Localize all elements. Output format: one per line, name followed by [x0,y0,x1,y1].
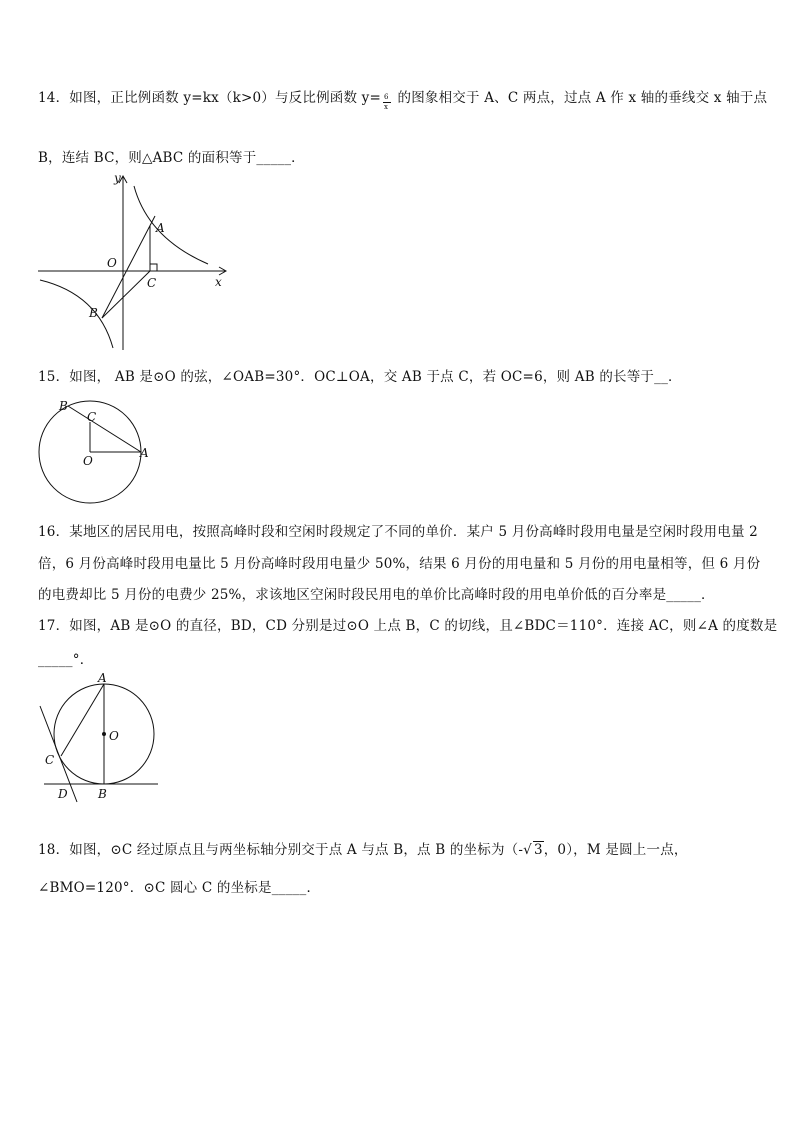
q14-label-y: y [114,171,121,185]
q17-label-D: D [58,787,68,801]
q15-label-A: A [140,446,149,460]
q14-line2: B，连结 BC，则△ABC 的面积等于_____． [38,150,305,166]
q16-line2: 倍，6 月份高峰时段用电量比 5 月份高峰时段用电量少 50%，结果 6 月份的用电量和 5 月份的用电量相等，但 6 月份 [38,556,761,572]
q17-chord-AC [61,684,104,756]
q14-figure [30,168,240,353]
q18-sqrt-sign: √ [523,842,532,858]
q14-right-angle-mark [150,264,157,271]
q14-label-B: B [89,306,98,320]
q14-label-x: x [215,275,222,289]
q14-label-A: A [156,221,165,235]
q17-line1: 17．如图，AB 是⊙O 的直径，BD，CD 分别是过⊙O 上点 B，C 的切线，且∠BDC＝110°．连接 AC，则∠A 的度数是 [38,618,778,634]
q14-fraction: $\frac{6}{x}$ [381,88,393,102]
q17-label-B: B [98,787,107,801]
q17-center-dot [102,732,106,736]
q15-label-O: O [83,454,93,468]
q14-line-BC [102,271,150,318]
q18-text-a: 18．如图，⊙C 经过原点且与两坐标轴分别交于点 A 与点 B，点 B 的坐标为（- [38,842,524,858]
q18-sqrt-value: 3 [533,842,543,858]
q14-text-a: 14．如图，正比例函数 y=kx（k>0）与反比例函数 y= [38,90,382,106]
q17-label-A: A [98,671,107,685]
q17-label-C: C [45,753,55,767]
q15-label-B: B [59,399,68,413]
q16-line1: 16．某地区的居民用电，按照高峰时段和空闲时段规定了不同的单价．某户 5 月份高峰时段用电量是空闲时段用电量 2 [38,524,758,540]
q18-line2: ∠BMO=120°．⊙C 圆心 C 的坐标是_____． [38,880,321,896]
q18-text-b: ，0），M 是圆上一点， [543,842,688,858]
q17-line2: _____°． [38,652,94,668]
q15-figure [34,394,154,506]
q14-text-b: 的图象相交于 A、C 两点，过点 A 作 x 轴的垂线交 x 轴于点 [393,90,768,106]
q15-label-C: C [87,410,97,424]
q14-label-O: O [107,256,117,270]
q14-line1 [38,86,768,111]
q15-chord-AB [68,406,141,452]
q16-line3: 的电费却比 5 月份的电费少 25%，求该地区空闲时段民用电的单价比高峰时段的用电单价低的百分率是_____． [38,587,715,603]
q17-figure [30,670,165,805]
q14-hyperbola-upper [134,186,208,264]
q15-line1: 15．如图， AB 是⊙O 的弦，∠OAB=30°．OC⊥OA，交 AB 于点 C，若 OC=6，则 AB 的长等于__． [38,369,682,385]
q17-label-O: O [109,729,119,743]
q14-hyperbola-lower [40,280,113,348]
q18-line1 [38,838,688,858]
q14-label-C: C [147,276,157,290]
